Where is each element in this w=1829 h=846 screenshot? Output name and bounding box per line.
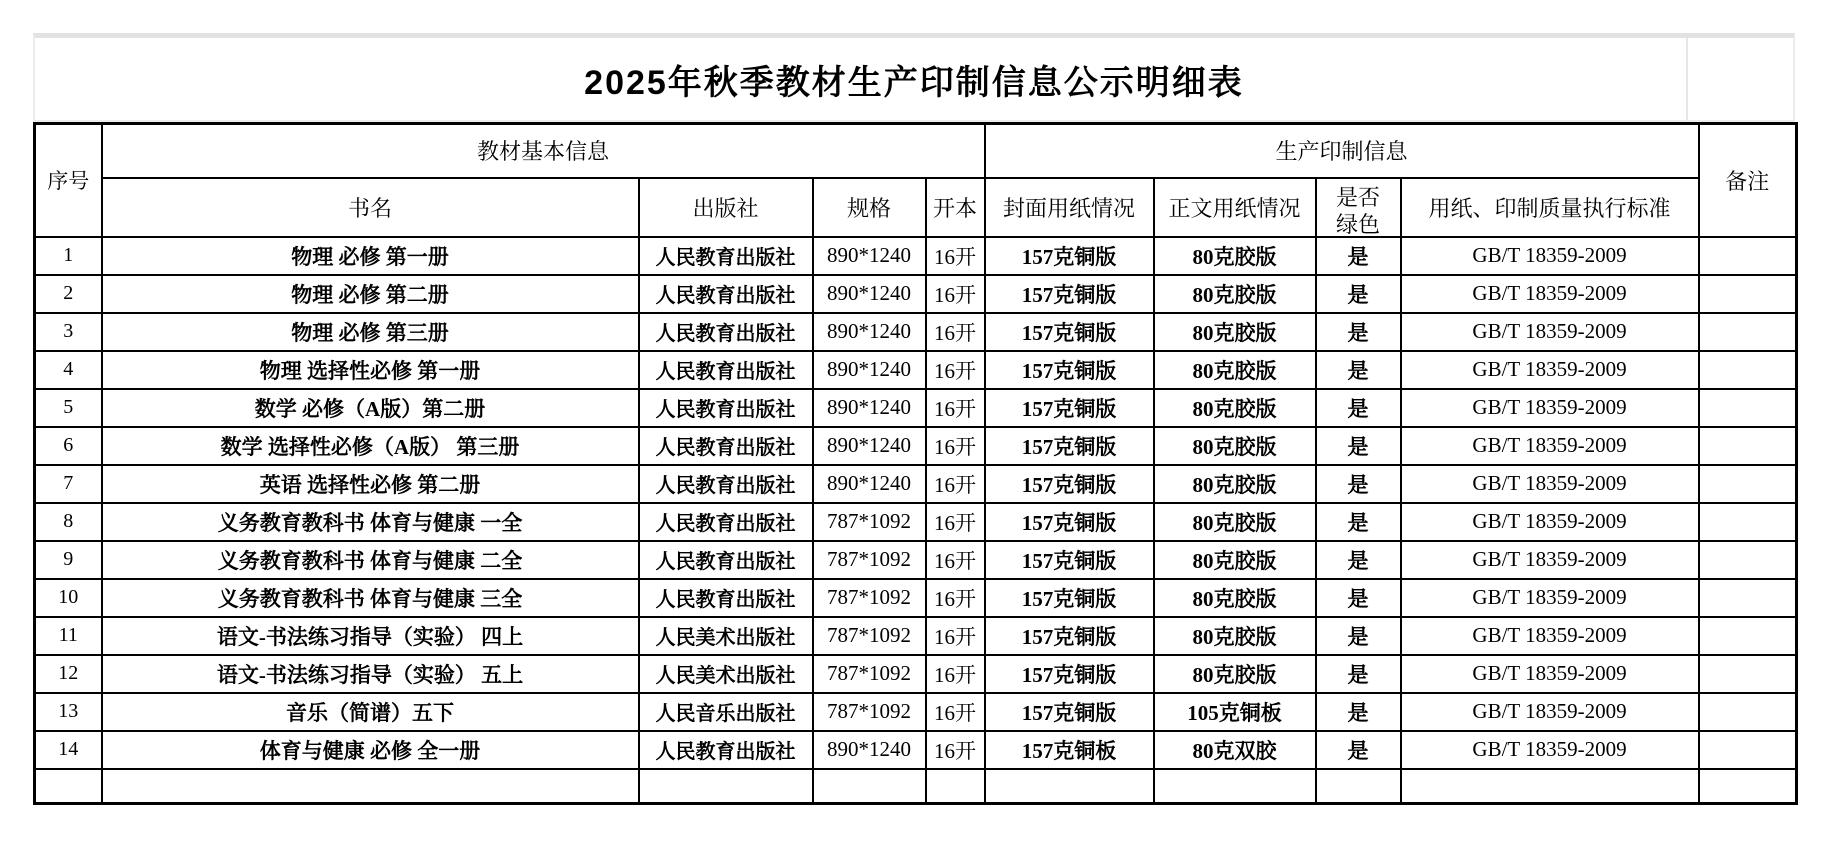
- table-row: [35, 655, 1797, 693]
- cell-format: 16开: [926, 427, 985, 465]
- cell-cover: 157克铜版: [985, 237, 1154, 275]
- cell-publisher: 人民美术出版社: [639, 655, 813, 693]
- cell-cover: 157克铜版: [985, 313, 1154, 351]
- cell-serial: 12: [35, 655, 102, 693]
- cell-cover: 157克铜版: [985, 465, 1154, 503]
- cell-standard: GB/T 18359-2009: [1401, 275, 1699, 313]
- table-row: [35, 237, 1797, 275]
- cell-publisher: 人民教育出版社: [639, 541, 813, 579]
- cell-body: 80克双胶: [1154, 731, 1316, 769]
- cell-spec: 890*1240: [813, 427, 926, 465]
- cell-standard: GB/T 18359-2009: [1401, 731, 1699, 769]
- table-row: [35, 731, 1797, 769]
- cell-book: 语文-书法练习指导（实验） 四上: [102, 617, 639, 655]
- cell-standard: GB/T 18359-2009: [1401, 579, 1699, 617]
- cell-serial: 6: [35, 427, 102, 465]
- cell-note: [1699, 541, 1797, 579]
- page-title: 2025年秋季教材生产印制信息公示明细表: [584, 63, 1244, 102]
- header-book-name: 书名: [102, 178, 639, 237]
- cell-spec: 787*1092: [813, 655, 926, 693]
- cell-note: [1699, 503, 1797, 541]
- table-row: [35, 541, 1797, 579]
- cell-serial: 2: [35, 275, 102, 313]
- header-publisher: 出版社: [639, 178, 813, 237]
- cell-standard: GB/T 18359-2009: [1401, 465, 1699, 503]
- cell-book: 物理 必修 第一册: [102, 237, 639, 275]
- cell-publisher: 人民教育出版社: [639, 389, 813, 427]
- cell-green: 是: [1316, 427, 1401, 465]
- cell-spec: 890*1240: [813, 313, 926, 351]
- table-row: [35, 693, 1797, 731]
- cell-publisher: 人民教育出版社: [639, 503, 813, 541]
- cell-spec: 890*1240: [813, 389, 926, 427]
- cell-format: 16开: [926, 503, 985, 541]
- cell-cover: 157克铜版: [985, 655, 1154, 693]
- cell-serial: 13: [35, 693, 102, 731]
- cell-green: 是: [1316, 541, 1401, 579]
- cell-spec: [813, 769, 926, 804]
- cell-green: 是: [1316, 465, 1401, 503]
- table-row: [35, 617, 1797, 655]
- cell-spec: 787*1092: [813, 579, 926, 617]
- cell-cover: 157克铜版: [985, 503, 1154, 541]
- header-green-flag: [1316, 178, 1401, 237]
- cell-format: 16开: [926, 731, 985, 769]
- cell-note: [1699, 769, 1797, 804]
- cell-spec: 787*1092: [813, 503, 926, 541]
- cell-cover: 157克铜版: [985, 427, 1154, 465]
- table-row: [35, 579, 1797, 617]
- cell-cover: 157克铜版: [985, 275, 1154, 313]
- cell-book: 体育与健康 必修 全一册: [102, 731, 639, 769]
- table-row: [35, 313, 1797, 351]
- cell-standard: [1401, 769, 1699, 804]
- cell-publisher: 人民教育出版社: [639, 313, 813, 351]
- cell-serial: 11: [35, 617, 102, 655]
- cell-spec: 787*1092: [813, 617, 926, 655]
- cell-green: 是: [1316, 351, 1401, 389]
- cell-body: 80克胶版: [1154, 389, 1316, 427]
- cell-note: [1699, 237, 1797, 275]
- cell-publisher: 人民教育出版社: [639, 275, 813, 313]
- cell-cover: 157克铜版: [985, 389, 1154, 427]
- table-row: [35, 351, 1797, 389]
- cell-book: 数学 选择性必修（A版） 第三册: [102, 427, 639, 465]
- cell-spec: 890*1240: [813, 351, 926, 389]
- cell-standard: GB/T 18359-2009: [1401, 351, 1699, 389]
- cell-cover: 157克铜版: [985, 579, 1154, 617]
- header-basic-info-group: 教材基本信息: [102, 124, 985, 178]
- cell-serial: 1: [35, 237, 102, 275]
- cell-note: [1699, 617, 1797, 655]
- cell-publisher: 人民教育出版社: [639, 465, 813, 503]
- cell-green: [1316, 769, 1401, 804]
- cell-green: 是: [1316, 655, 1401, 693]
- table-row: [35, 427, 1797, 465]
- cell-serial: 4: [35, 351, 102, 389]
- cell-serial: 9: [35, 541, 102, 579]
- cell-book: 英语 选择性必修 第二册: [102, 465, 639, 503]
- cell-serial: 8: [35, 503, 102, 541]
- cell-serial: 14: [35, 731, 102, 769]
- cell-green: 是: [1316, 693, 1401, 731]
- cell-book: [102, 769, 639, 804]
- cell-publisher: 人民教育出版社: [639, 237, 813, 275]
- cell-body: 80克胶版: [1154, 351, 1316, 389]
- cell-format: 16开: [926, 541, 985, 579]
- cell-standard: GB/T 18359-2009: [1401, 237, 1699, 275]
- cell-note: [1699, 693, 1797, 731]
- cell-body: 80克胶版: [1154, 427, 1316, 465]
- table-row: [35, 275, 1797, 313]
- cell-note: [1699, 351, 1797, 389]
- cell-cover: [985, 769, 1154, 804]
- cell-green: 是: [1316, 389, 1401, 427]
- textbook-print-info-table: [33, 122, 1798, 805]
- header-quality-standard: 用纸、印制质量执行标准: [1401, 178, 1699, 237]
- cell-green: 是: [1316, 237, 1401, 275]
- table-row: [35, 503, 1797, 541]
- cell-green: 是: [1316, 731, 1401, 769]
- cell-note: [1699, 731, 1797, 769]
- cell-green: 是: [1316, 503, 1401, 541]
- cell-format: 16开: [926, 693, 985, 731]
- header-green-flag-text: 是否 绿色: [1336, 184, 1381, 236]
- cell-cover: 157克铜板: [985, 731, 1154, 769]
- cell-standard: GB/T 18359-2009: [1401, 427, 1699, 465]
- cell-note: [1699, 579, 1797, 617]
- cell-serial: 7: [35, 465, 102, 503]
- cell-book: 义务教育教科书 体育与健康 三全: [102, 579, 639, 617]
- cell-cover: 157克铜版: [985, 541, 1154, 579]
- header-body-paper: 正文用纸情况: [1154, 178, 1316, 237]
- cell-body: 80克胶版: [1154, 275, 1316, 313]
- header-cover-paper: 封面用纸情况: [985, 178, 1154, 237]
- cell-body: 80克胶版: [1154, 579, 1316, 617]
- title-column-divider: [1686, 38, 1688, 120]
- cell-spec: 890*1240: [813, 731, 926, 769]
- cell-body: 80克胶版: [1154, 313, 1316, 351]
- cell-green: 是: [1316, 313, 1401, 351]
- header-note: 备注: [1699, 124, 1797, 237]
- cell-book: 语文-书法练习指导（实验） 五上: [102, 655, 639, 693]
- cell-format: 16开: [926, 237, 985, 275]
- cell-publisher: [639, 769, 813, 804]
- cell-book: 物理 必修 第三册: [102, 313, 639, 351]
- cell-standard: GB/T 18359-2009: [1401, 313, 1699, 351]
- cell-green: 是: [1316, 275, 1401, 313]
- cell-format: 16开: [926, 655, 985, 693]
- cell-body: 80克胶版: [1154, 503, 1316, 541]
- cell-format: [926, 769, 985, 804]
- cell-format: 16开: [926, 465, 985, 503]
- cell-serial: [35, 769, 102, 804]
- main-table-wrap: [33, 122, 1795, 805]
- cell-body: 80克胶版: [1154, 541, 1316, 579]
- cell-spec: 890*1240: [813, 275, 926, 313]
- cell-spec: 787*1092: [813, 541, 926, 579]
- cell-green: 是: [1316, 579, 1401, 617]
- cell-format: 16开: [926, 579, 985, 617]
- cell-cover: 157克铜版: [985, 617, 1154, 655]
- cell-note: [1699, 313, 1797, 351]
- empty-row: [35, 769, 1797, 804]
- table-row: [35, 389, 1797, 427]
- cell-standard: GB/T 18359-2009: [1401, 617, 1699, 655]
- cell-format: 16开: [926, 313, 985, 351]
- cell-standard: GB/T 18359-2009: [1401, 693, 1699, 731]
- cell-publisher: 人民教育出版社: [639, 579, 813, 617]
- cell-publisher: 人民教育出版社: [639, 427, 813, 465]
- header-format: 开本: [926, 178, 985, 237]
- cell-book: 物理 必修 第二册: [102, 275, 639, 313]
- cell-spec: 890*1240: [813, 237, 926, 275]
- cell-serial: 10: [35, 579, 102, 617]
- cell-serial: 5: [35, 389, 102, 427]
- cell-publisher: 人民教育出版社: [639, 731, 813, 769]
- table-row: [35, 465, 1797, 503]
- cell-cover: 157克铜版: [985, 351, 1154, 389]
- header-spec: 规格: [813, 178, 926, 237]
- cell-publisher: 人民教育出版社: [639, 351, 813, 389]
- cell-body: [1154, 769, 1316, 804]
- cell-body: 80克胶版: [1154, 655, 1316, 693]
- cell-format: 16开: [926, 389, 985, 427]
- cell-serial: 3: [35, 313, 102, 351]
- header-production-info-group: 生产印制信息: [985, 124, 1699, 178]
- cell-book: 物理 选择性必修 第一册: [102, 351, 639, 389]
- cell-body: 80克胶版: [1154, 237, 1316, 275]
- header-group-row: [35, 124, 1797, 178]
- cell-note: [1699, 389, 1797, 427]
- cell-note: [1699, 275, 1797, 313]
- cell-publisher: 人民音乐出版社: [639, 693, 813, 731]
- cell-body: 105克铜板: [1154, 693, 1316, 731]
- cell-body: 80克胶版: [1154, 465, 1316, 503]
- cell-standard: GB/T 18359-2009: [1401, 541, 1699, 579]
- header-columns-row: [35, 178, 1797, 237]
- cell-green: 是: [1316, 617, 1401, 655]
- cell-book: 义务教育教科书 体育与健康 一全: [102, 503, 639, 541]
- cell-format: 16开: [926, 351, 985, 389]
- cell-book: 义务教育教科书 体育与健康 二全: [102, 541, 639, 579]
- cell-publisher: 人民美术出版社: [639, 617, 813, 655]
- cell-spec: 787*1092: [813, 693, 926, 731]
- cell-standard: GB/T 18359-2009: [1401, 389, 1699, 427]
- cell-cover: 157克铜版: [985, 693, 1154, 731]
- cell-format: 16开: [926, 275, 985, 313]
- cell-format: 16开: [926, 617, 985, 655]
- cell-book: 数学 必修（A版）第二册: [102, 389, 639, 427]
- cell-note: [1699, 655, 1797, 693]
- cell-spec: 890*1240: [813, 465, 926, 503]
- cell-body: 80克胶版: [1154, 617, 1316, 655]
- cell-note: [1699, 427, 1797, 465]
- cell-standard: GB/T 18359-2009: [1401, 503, 1699, 541]
- cell-note: [1699, 465, 1797, 503]
- table-body: [35, 237, 1797, 804]
- title-block: [33, 33, 1795, 122]
- cell-standard: GB/T 18359-2009: [1401, 655, 1699, 693]
- cell-book: 音乐（简谱）五下: [102, 693, 639, 731]
- header-serial: 序号: [35, 124, 102, 237]
